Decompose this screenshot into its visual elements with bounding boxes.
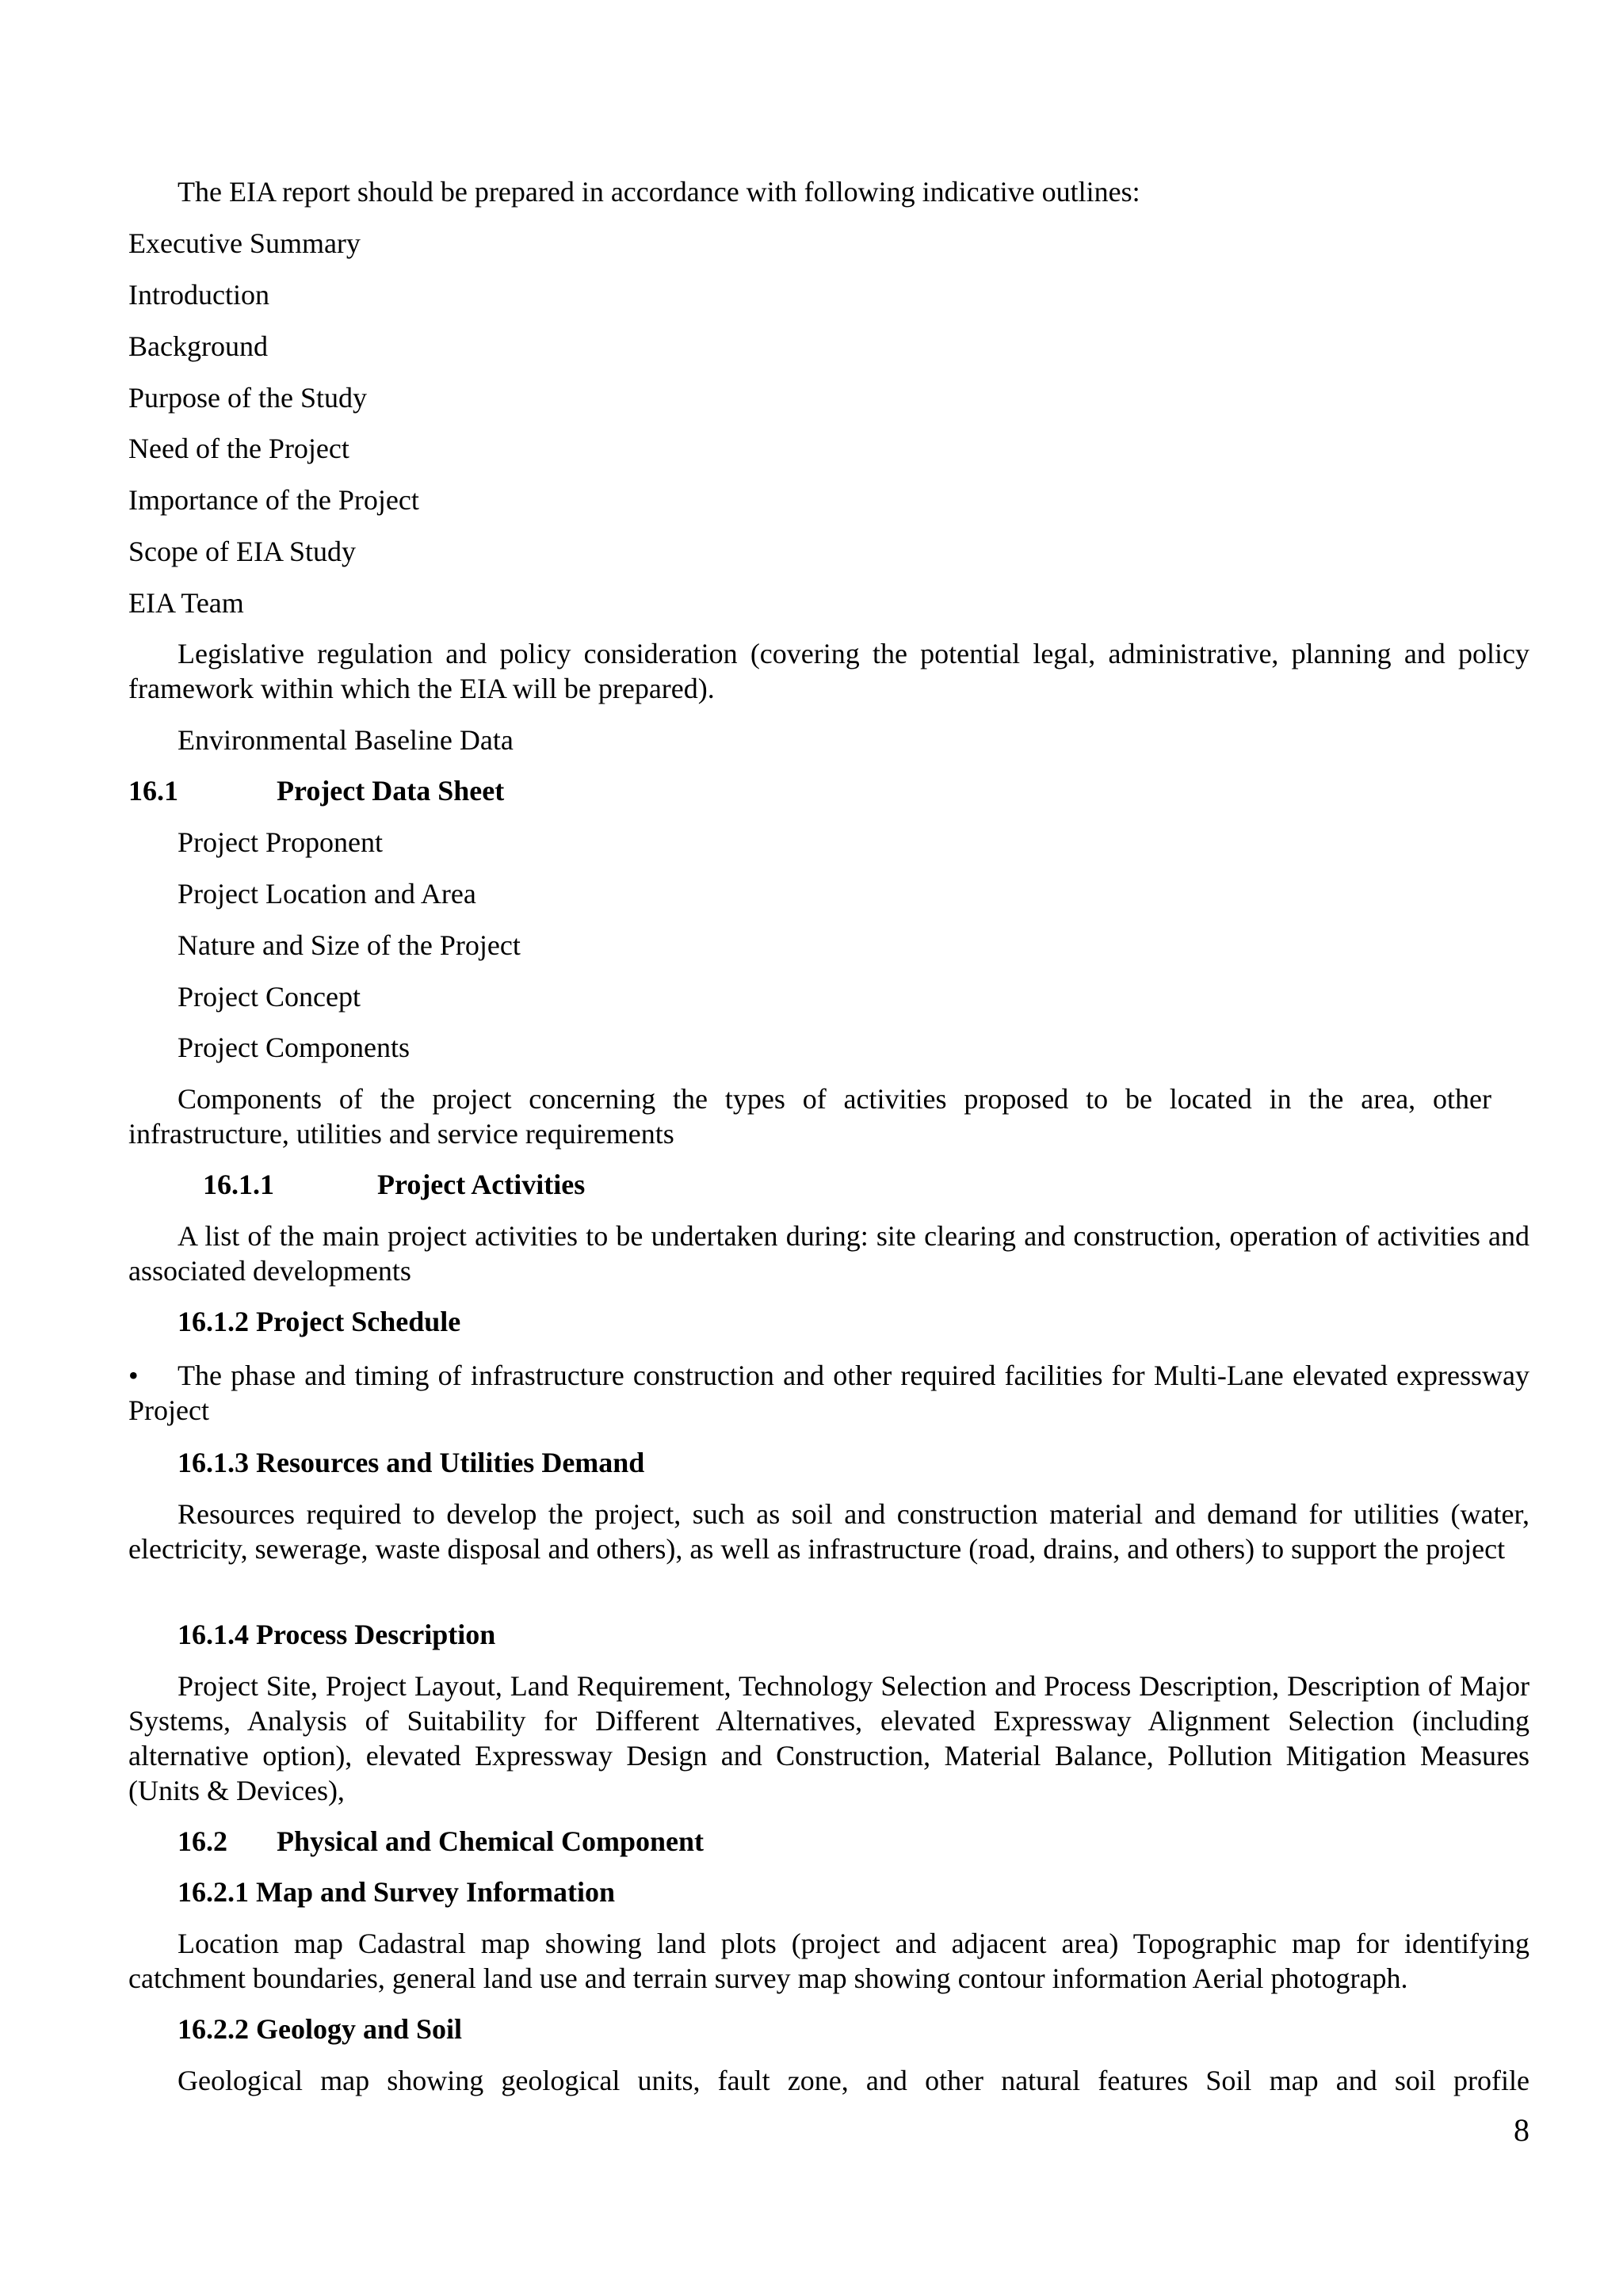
outline-item-scope: Scope of EIA Study	[128, 536, 356, 567]
section-16-2-1-heading: 16.2.1 Map and Survey Information	[178, 1876, 616, 1908]
section-16-2-number: 16.2	[178, 1825, 227, 1857]
outline-item-introduction: Introduction	[128, 279, 269, 311]
process-paragraph: Project Site, Project Layout, Land Requirement, Technology Selection and Process Description, Description of Major Systems, Analysis of Suitability for Different Alternatives, elevated Expressway Alignment Selection (including alternative option), elevated Expressway Design and Construction, Material Balance, Pollution Mitigation Measures (Units & Devices),	[128, 1670, 1529, 1806]
map-paragraph: Location map Cadastral map showing land plots (project and adjacent area) Topographic map for identifying catchment boundaries, general land use and terrain survey map showing contour information Aerial photograph.	[128, 1928, 1529, 1994]
section-16-1-2-heading: 16.1.2 Project Schedule	[178, 1306, 461, 1337]
section-16-1-title: Project Data Sheet	[277, 775, 505, 807]
legislative-paragraph: Legislative regulation and policy consideration (covering the potential legal, administrative, planning and policy framework within which the EIA will be prepared).	[128, 638, 1529, 704]
section-16-1-number: 16.1	[128, 775, 178, 807]
outline-item-importance: Importance of the Project	[128, 484, 419, 516]
section-16-1-4-heading: 16.1.4 Process Description	[178, 1619, 496, 1650]
outline-item-background: Background	[128, 330, 268, 362]
geology-paragraph: Geological map showing geological units, fault zone, and other natural features Soil map and soil profile	[178, 2065, 1529, 2096]
outline-item-eia-team: EIA Team	[128, 587, 244, 619]
section-16-2-2-heading: 16.2.2 Geology and Soil	[178, 2013, 463, 2045]
outline-item-executive-summary: Executive Summary	[128, 227, 361, 259]
data-sheet-item-location: Project Location and Area	[178, 878, 476, 910]
baseline-text: Environmental Baseline Data	[178, 724, 514, 756]
data-sheet-item-nature: Nature and Size of the Project	[178, 929, 521, 961]
components-paragraph: Components of the project concerning the types of activities proposed to be located in the area, other infrastructure, utilities and service requirements	[128, 1083, 1491, 1150]
section-16-2-title: Physical and Chemical Component	[277, 1825, 705, 1857]
outline-item-need: Need of the Project	[128, 433, 349, 464]
outline-item-purpose: Purpose of the Study	[128, 382, 367, 414]
bullet-marker: •	[128, 1360, 139, 1391]
data-sheet-item-proponent: Project Proponent	[178, 826, 383, 858]
data-sheet-item-components: Project Components	[178, 1032, 410, 1063]
schedule-bullet-text: The phase and timing of infrastructure construction and other required facilities for Multi-Lane elevated expressway Project	[128, 1360, 1529, 1426]
intro-text: The EIA report should be prepared in accordance with following indicative outlines:	[178, 176, 1140, 208]
section-16-1-1-title: Project Activities	[377, 1169, 586, 1200]
section-16-1-1-number: 16.1.1	[203, 1169, 274, 1200]
resources-paragraph: Resources required to develop the project, such as soil and construction material and demand for utilities (water, electricity, sewerage, waste disposal and others), as well as infrastructure (road, drains, and others) to support the project	[128, 1498, 1529, 1565]
section-16-1-3-heading: 16.1.3 Resources and Utilities Demand	[178, 1447, 645, 1478]
page-number: 8	[1514, 2112, 1529, 2148]
activities-paragraph: A list of the main project activities to be undertaken during: site clearing and construction, operation of activities and associated developments	[128, 1220, 1529, 1287]
data-sheet-item-concept: Project Concept	[178, 981, 361, 1013]
